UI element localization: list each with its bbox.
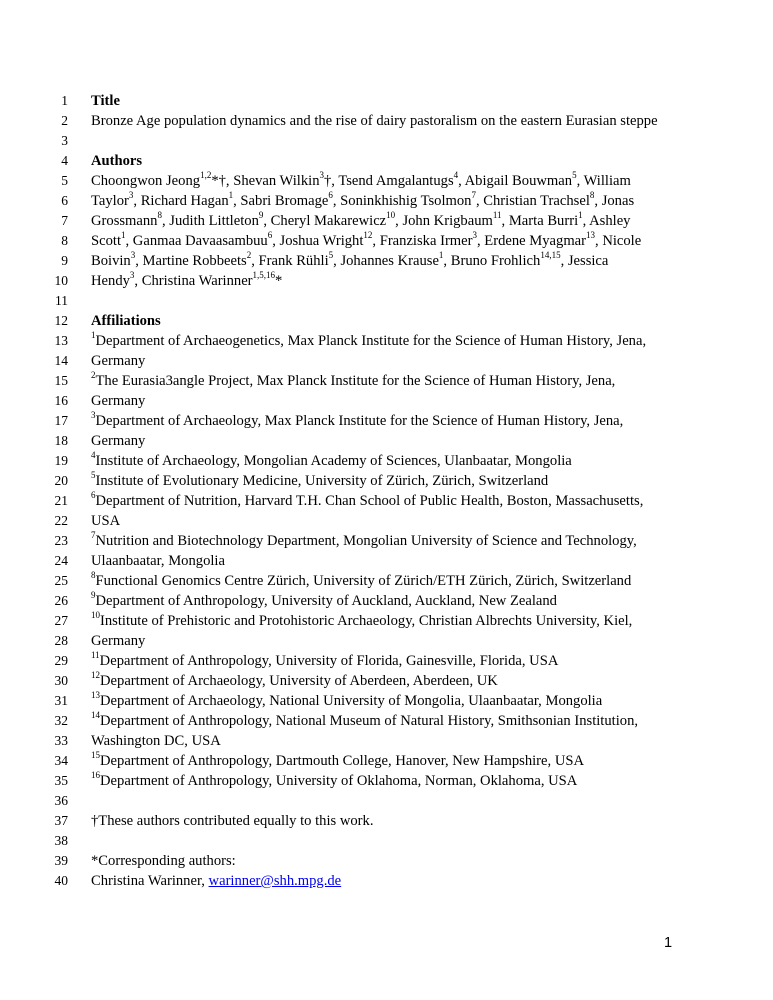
manuscript-line — [0, 491, 773, 511]
line-text — [91, 111, 658, 131]
text-segment: Germany — [91, 633, 146, 649]
text-segment: The Eurasia3angle Project, Max Planck Institute for the Science of Human History, Jena, — [95, 373, 616, 389]
line-text — [91, 451, 572, 471]
text-segment: , Jessica — [560, 253, 609, 269]
text-segment: Bronze Age population dynamics and the rise of dairy pastoralism on the eastern Eurasian steppe — [91, 113, 658, 129]
manuscript-line — [0, 171, 773, 191]
text-segment: Germany — [91, 353, 146, 369]
text-segment: Department of Archaeology, University of Aberdeen, Aberdeen, UK — [100, 673, 498, 689]
line-text — [91, 471, 548, 491]
line-number: 29 — [54, 653, 68, 668]
line-number: 39 — [54, 853, 68, 868]
line-text — [91, 811, 374, 831]
manuscript-line — [0, 591, 773, 611]
line-text — [91, 271, 282, 291]
manuscript-line — [0, 111, 773, 131]
line-number: 19 — [54, 453, 68, 468]
text-segment: Institute of Evolutionary Medicine, University of Zürich, Zürich, Switzerland — [95, 473, 549, 489]
line-text — [91, 851, 236, 871]
superscript-marker: 1,5,16 — [252, 270, 276, 281]
text-segment: *Corresponding authors: — [91, 853, 236, 869]
superscript-marker: 1,2 — [200, 170, 212, 181]
line-number: 5 — [61, 173, 68, 188]
text-segment: , Bruno Frohlich — [443, 253, 541, 269]
line-number: 24 — [54, 553, 68, 568]
text-segment: , Martine Robbeets — [135, 253, 247, 269]
superscript-marker: 3 — [319, 170, 324, 181]
line-text — [91, 351, 145, 371]
line-number: 15 — [54, 373, 68, 388]
superscript-marker: 1 — [91, 330, 96, 341]
text-segment: , Jonas — [594, 193, 635, 209]
text-segment: Authors — [91, 153, 143, 169]
line-number: 7 — [61, 213, 68, 228]
line-number: 36 — [54, 793, 68, 808]
superscript-marker: 16 — [91, 770, 100, 781]
line-number: 33 — [54, 733, 68, 748]
superscript-marker: 8 — [589, 190, 595, 201]
manuscript-line — [0, 431, 773, 451]
text-segment: , Sabri Bromage — [233, 193, 329, 209]
text-segment: , Erdene Myagmar — [477, 233, 587, 249]
section-heading — [91, 151, 142, 171]
text-segment: Germany — [91, 393, 146, 409]
line-number: 11 — [55, 293, 68, 308]
superscript-marker: 11 — [91, 650, 100, 661]
line-number: 38 — [54, 833, 68, 848]
text-segment: , Cheryl Makarewicz — [263, 213, 387, 229]
page-number: 1 — [664, 935, 673, 951]
superscript-marker: 10 — [91, 610, 100, 621]
text-segment: USA — [91, 513, 121, 529]
manuscript-line — [0, 131, 773, 151]
line-number: 26 — [54, 593, 68, 608]
superscript-marker: 9 — [91, 590, 96, 601]
line-number: 3 — [61, 133, 68, 148]
line-number: 34 — [54, 753, 68, 768]
superscript-marker: 2 — [91, 370, 96, 381]
line-number: 31 — [54, 693, 68, 708]
line-text — [91, 251, 608, 271]
superscript-marker: 1 — [121, 230, 126, 241]
line-number: 16 — [54, 393, 68, 408]
line-number: 25 — [54, 573, 68, 588]
line-number: 1 — [61, 93, 68, 108]
text-segment: Department of Anthropology, University of Auckland, Auckland, New Zealand — [95, 593, 557, 609]
superscript-marker: 11 — [492, 210, 502, 221]
superscript-marker: 6 — [328, 190, 333, 201]
manuscript-line — [0, 211, 773, 231]
superscript-marker: 13 — [586, 230, 596, 241]
text-segment: Department of Archaeogenetics, Max Planck Institute for the Science of Human History, Jena, — [95, 333, 647, 349]
line-number: 14 — [54, 353, 68, 368]
line-text — [91, 691, 602, 711]
text-segment: , Judith Littleton — [161, 213, 259, 229]
line-number: 12 — [54, 313, 68, 328]
text-segment: , Richard Hagan — [133, 193, 229, 209]
text-segment: Hendy — [91, 273, 130, 289]
text-segment: †, Tsend Amgalantugs — [324, 173, 454, 189]
superscript-marker: 5 — [572, 170, 577, 181]
line-text — [91, 591, 557, 611]
manuscript-line — [0, 471, 773, 491]
line-number: 21 — [54, 493, 68, 508]
section-heading — [91, 311, 161, 331]
manuscript-line — [0, 251, 773, 271]
text-segment: , Frank Rühli — [251, 253, 329, 269]
text-segment: Institute of Archaeology, Mongolian Academy of Sciences, Ulanbaatar, Mongolia — [95, 453, 572, 469]
manuscript-line — [0, 371, 773, 391]
text-segment: Scott — [91, 233, 121, 249]
text-segment: †These authors contributed equally to this work. — [91, 813, 374, 829]
text-segment: , Ashley — [582, 213, 631, 229]
superscript-marker: 15 — [91, 750, 100, 761]
text-segment: , John Krigbaum — [395, 213, 493, 229]
superscript-marker: 1 — [228, 190, 234, 201]
text-segment: Boivin — [91, 253, 131, 269]
text-segment: *†, Shevan Wilkin — [211, 173, 320, 189]
line-text — [91, 671, 498, 691]
manuscript-line — [0, 351, 773, 371]
manuscript-line — [0, 711, 773, 731]
text-segment: Germany — [91, 433, 146, 449]
text-segment: , Johannes Krause — [333, 253, 439, 269]
manuscript-line — [0, 271, 773, 291]
manuscript-line — [0, 391, 773, 411]
manuscript-line — [0, 811, 773, 831]
line-number: 20 — [54, 473, 68, 488]
manuscript-line — [0, 331, 773, 351]
text-segment: , Marta Burri — [501, 213, 579, 229]
superscript-marker: 3 — [129, 270, 135, 281]
line-number: 10 — [54, 273, 68, 288]
superscript-marker: 8 — [157, 210, 162, 221]
superscript-marker: 1 — [438, 250, 444, 261]
line-number: 23 — [54, 533, 68, 548]
text-segment: Affiliations — [91, 313, 161, 329]
manuscript-line — [0, 871, 773, 891]
line-text — [91, 571, 631, 591]
superscript-marker: 10 — [386, 210, 396, 221]
superscript-marker: 6 — [91, 490, 96, 501]
text-segment: , Nicole — [595, 233, 642, 249]
line-text — [91, 751, 584, 771]
line-text — [91, 391, 145, 411]
text-segment: Department of Nutrition, Harvard T.H. Chan School of Public Health, Boston, Massachusetts, — [95, 493, 644, 509]
line-text — [91, 331, 646, 351]
line-text — [91, 651, 558, 671]
line-number: 22 — [54, 513, 68, 528]
manuscript-line — [0, 291, 773, 311]
text-segment: Institute of Prehistoric and Protohistoric Archaeology, Christian Albrechts University, Kiel, — [100, 613, 633, 629]
manuscript-line — [0, 651, 773, 671]
line-text — [91, 711, 638, 731]
text-segment: Department of Anthropology, National Museum of Natural History, Smithsonian Institution, — [100, 713, 639, 729]
manuscript-line — [0, 691, 773, 711]
email-link[interactable]: warinner@shh.mpg.de — [208, 873, 342, 889]
superscript-marker: 14,15 — [540, 250, 561, 261]
manuscript-line — [0, 451, 773, 471]
manuscript-line — [0, 151, 773, 171]
line-number: 28 — [54, 633, 68, 648]
line-number: 2 — [61, 113, 68, 128]
text-segment: Department of Archaeology, Max Planck Institute for the Science of Human History, Jena, — [95, 413, 624, 429]
superscript-marker: 6 — [267, 230, 273, 241]
superscript-marker: 2 — [246, 250, 252, 261]
superscript-marker: 13 — [91, 690, 100, 701]
text-segment: * — [275, 273, 283, 289]
text-segment: Washington DC, USA — [91, 733, 221, 749]
line-text — [91, 771, 577, 791]
manuscript-line — [0, 511, 773, 531]
section-heading — [91, 91, 120, 111]
superscript-marker: 3 — [91, 410, 96, 421]
line-text — [91, 171, 631, 191]
line-number: 40 — [54, 873, 68, 888]
text-segment: , Franziska Irmer — [372, 233, 473, 249]
manuscript-line — [0, 751, 773, 771]
manuscript-line — [0, 671, 773, 691]
superscript-marker: 9 — [258, 210, 264, 221]
manuscript-line — [0, 551, 773, 571]
line-text — [91, 411, 623, 431]
text-segment: , Christian Trachsel — [475, 193, 590, 209]
line-text — [91, 511, 120, 531]
text-segment: Grossmann — [91, 213, 158, 229]
line-text — [91, 231, 641, 251]
line-number: 4 — [61, 153, 68, 168]
line-text — [91, 611, 632, 631]
text-segment: Department of Anthropology, Dartmouth College, Hanover, New Hampshire, USA — [100, 753, 585, 769]
text-segment: , Abigail Bouwman — [458, 173, 573, 189]
superscript-marker: 12 — [91, 670, 100, 681]
text-segment: Title — [91, 93, 120, 109]
text-segment: Christina Warinner, — [91, 873, 209, 889]
line-text — [91, 431, 145, 451]
line-text — [91, 491, 643, 511]
manuscript-line — [0, 311, 773, 331]
manuscript-line — [0, 831, 773, 851]
manuscript-line — [0, 631, 773, 651]
superscript-marker: 8 — [91, 570, 96, 581]
manuscript-line — [0, 731, 773, 751]
line-number: 8 — [61, 233, 68, 248]
superscript-marker: 14 — [91, 710, 100, 721]
text-segment: Functional Genomics Centre Zürich, University of Zürich/ETH Zürich, Zürich, Switzerland — [95, 573, 632, 589]
text-segment: Choongwon Jeong — [91, 173, 201, 189]
text-segment: , Joshua Wright — [272, 233, 364, 249]
text-segment: , Ganmaa Davaasambuu — [125, 233, 268, 249]
text-segment: Taylor — [91, 193, 129, 209]
line-text — [91, 631, 145, 651]
superscript-marker: 4 — [91, 450, 96, 461]
text-segment: Department of Archaeology, National University of Mongolia, Ulaanbaatar, Mongolia — [100, 693, 603, 709]
text-segment: , William — [576, 173, 631, 189]
superscript-marker: 7 — [471, 190, 476, 201]
manuscript-line — [0, 771, 773, 791]
manuscript-line — [0, 191, 773, 211]
line-number: 18 — [54, 433, 68, 448]
manuscript-line — [0, 411, 773, 431]
superscript-marker: 5 — [328, 250, 334, 261]
line-text — [91, 871, 341, 891]
superscript-marker: 4 — [453, 170, 459, 181]
manuscript-line — [0, 611, 773, 631]
line-number: 6 — [61, 193, 68, 208]
manuscript-line — [0, 571, 773, 591]
superscript-marker: 7 — [91, 530, 96, 541]
superscript-marker: 3 — [472, 230, 477, 241]
text-segment: Ulaanbaatar, Mongolia — [91, 553, 225, 569]
text-segment: Department of Anthropology, University of Florida, Gainesville, Florida, USA — [99, 653, 559, 669]
manuscript-line — [0, 851, 773, 871]
line-number: 27 — [54, 613, 68, 628]
manuscript-line — [0, 91, 773, 111]
line-text — [91, 211, 630, 231]
manuscript-line — [0, 531, 773, 551]
line-number: 30 — [54, 673, 68, 688]
text-segment: Nutrition and Biotechnology Department, Mongolian University of Science and Technology, — [95, 533, 637, 549]
manuscript-line — [0, 231, 773, 251]
line-text — [91, 191, 634, 211]
superscript-marker: 5 — [91, 470, 96, 481]
line-number: 37 — [54, 813, 68, 828]
line-number: 17 — [54, 413, 68, 428]
line-text — [91, 731, 221, 751]
manuscript-line — [0, 791, 773, 811]
text-segment: , Christina Warinner — [134, 273, 253, 289]
line-number: 13 — [54, 333, 68, 348]
text-segment: Department of Anthropology, University of Oklahoma, Norman, Oklahoma, USA — [100, 773, 578, 789]
line-text — [91, 531, 637, 551]
superscript-marker: 3 — [130, 250, 136, 261]
superscript-marker: 1 — [578, 210, 583, 221]
line-text — [91, 551, 225, 571]
superscript-marker: 12 — [363, 230, 373, 241]
line-number: 32 — [54, 713, 68, 728]
superscript-marker: 3 — [128, 190, 134, 201]
line-number: 9 — [61, 253, 68, 268]
line-number: 35 — [54, 773, 68, 788]
text-segment: , Soninkhishig Tsolmon — [332, 193, 472, 209]
line-text — [91, 371, 615, 391]
